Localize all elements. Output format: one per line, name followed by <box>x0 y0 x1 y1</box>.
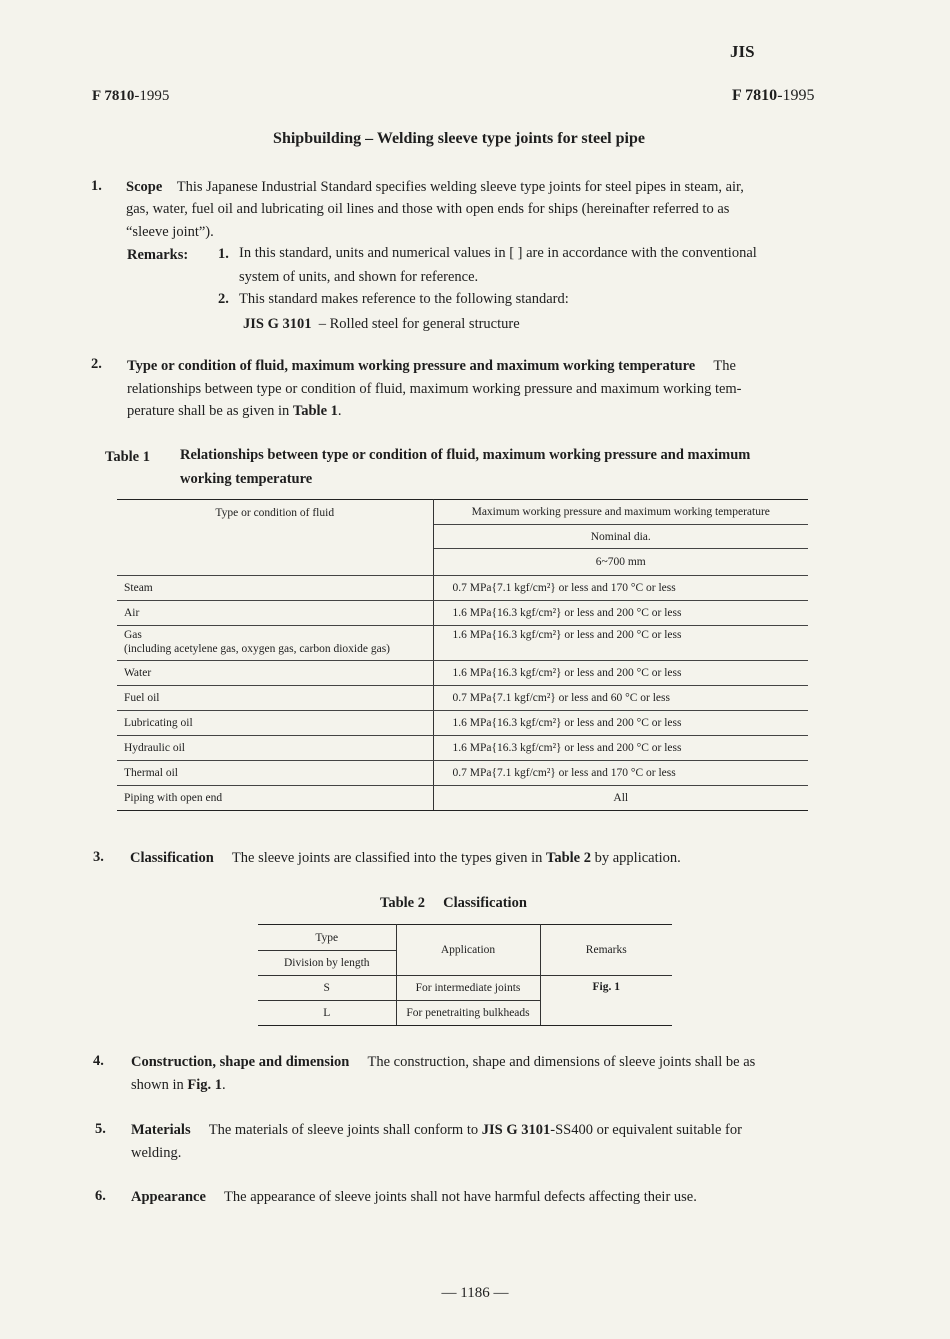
remarks-cell: Fig. 1 <box>540 976 672 1026</box>
table-1-caption-line-2: working temperature <box>180 471 313 487</box>
table-row <box>117 711 808 736</box>
section-number: 6. <box>95 1188 106 1204</box>
table-1 <box>117 499 808 811</box>
application-cell: For intermediate joints <box>396 976 540 1001</box>
table-2 <box>258 924 672 1026</box>
scope-line-3: “sleeve joint”). <box>126 224 214 240</box>
type-cell: S <box>258 976 396 1001</box>
scope-line-1: Scope This Japanese Industrial Standard specifies welding sleeve type joints for steel pipes in steam, air, <box>126 179 744 195</box>
table-row <box>117 576 808 601</box>
construction-line-1: Construction, shape and dimension The construction, shape and dimensions of sleeve joints shall be as <box>131 1054 756 1070</box>
value-cell: 0.7 MPa{7.1 kgf/cm²} or less and 60 °C or less <box>433 686 808 711</box>
fluid-cell: Piping with open end <box>117 786 433 811</box>
remark-1-line-1: In this standard, units and numerical values in [ ] are in accordance with the conventional <box>239 245 757 261</box>
fluid-cell <box>117 626 433 661</box>
value-cell: 1.6 MPa{16.3 kgf/cm²} or less and 200 °C or less <box>433 626 808 661</box>
section-number: 3. <box>93 849 104 865</box>
remark-1-number: 1. <box>218 246 229 262</box>
fluid-name: Gas <box>124 629 142 641</box>
section-number: 2. <box>91 356 102 372</box>
table-2-header-type: Type <box>258 925 396 951</box>
type-cell: L <box>258 1001 396 1026</box>
fluid-section-line-1: Type or condition of fluid, maximum working pressure and maximum working temperature The <box>127 358 736 374</box>
fluid-cell: Lubricating oil <box>117 711 433 736</box>
fluid-cell: Fuel oil <box>117 686 433 711</box>
remark-2-text: This standard makes reference to the following standard: <box>239 291 569 307</box>
application-cell: For penetraiting bulkheads <box>396 1001 540 1026</box>
fluid-cell: Hydraulic oil <box>117 736 433 761</box>
document-title: Shipbuilding – Welding sleeve type joints for steel pipe <box>273 130 645 147</box>
table-1-caption-line-1: Relationships between type or condition of fluid, maximum working pressure and maximum <box>180 447 751 463</box>
table-2-header-application: Application <box>396 925 540 976</box>
table-1-header-pressure: Maximum working pressure and maximum working temperature <box>433 500 808 525</box>
value-cell: 1.6 MPa{16.3 kgf/cm²} or less and 200 °C or less <box>433 736 808 761</box>
fluid-cell: Thermal oil <box>117 761 433 786</box>
page-number: — 1186 — <box>441 1285 509 1301</box>
table-row <box>117 761 808 786</box>
scope-line-2: gas, water, fuel oil and lubricating oil lines and those with open ends for ships (hereinafter referred to as <box>126 201 730 217</box>
value-cell: 1.6 MPa{16.3 kgf/cm²} or less and 200 °C or less <box>433 601 808 626</box>
section-number: 5. <box>95 1121 106 1137</box>
value-cell: 1.6 MPa{16.3 kgf/cm²} or less and 200 °C or less <box>433 661 808 686</box>
table-row <box>117 601 808 626</box>
fluid-cell: Steam <box>117 576 433 601</box>
fluid-cell: Air <box>117 601 433 626</box>
table-row <box>117 626 808 661</box>
table-row <box>117 661 808 686</box>
referenced-standard: JIS G 3101 – Rolled steel for general structure <box>243 316 520 332</box>
table-1-subheader-range: 6~700 mm <box>433 549 808 576</box>
appearance-text: Appearance The appearance of sleeve joints shall not have harmful defects affecting their use. <box>131 1189 697 1205</box>
table-1-subheader-nominal: Nominal dia. <box>433 525 808 549</box>
materials-line-1: Materials The materials of sleeve joints shall conform to JIS G 3101-SS400 or equivalent suitable for <box>131 1122 742 1138</box>
value-cell: All <box>433 786 808 811</box>
fluid-section-line-3: perature shall be as given in Table 1. <box>127 403 342 419</box>
value-cell: 1.6 MPa{16.3 kgf/cm²} or less and 200 °C or less <box>433 711 808 736</box>
construction-line-2: shown in Fig. 1. <box>131 1077 226 1093</box>
table-2-header-division: Division by length <box>258 951 396 976</box>
materials-line-2: welding. <box>131 1145 182 1161</box>
standard-code-left: F 7810-1995 <box>92 88 170 104</box>
table-row <box>117 736 808 761</box>
standard-code-right: F 7810-1995 <box>732 87 815 104</box>
section-number: 1. <box>91 178 102 194</box>
remark-2-number: 2. <box>218 291 229 307</box>
table-2-header-remarks: Remarks <box>540 925 672 976</box>
table-1-header-fluid: Type or condition of fluid <box>117 500 433 576</box>
section-number: 4. <box>93 1053 104 1069</box>
fluid-cell: Water <box>117 661 433 686</box>
table-row <box>117 686 808 711</box>
table-2-caption: Table 2 Classification <box>380 895 527 911</box>
table-row <box>117 786 808 811</box>
classification-text: Classification The sleeve joints are classified into the types given in Table 2 by application. <box>130 850 681 866</box>
value-cell: 0.7 MPa{7.1 kgf/cm²} or less and 170 °C or less <box>433 761 808 786</box>
fluid-note: (including acetylene gas, oxygen gas, carbon dioxide gas) <box>124 643 391 655</box>
value-cell: 0.7 MPa{7.1 kgf/cm²} or less and 170 °C or less <box>433 576 808 601</box>
remark-1-line-2: system of units, and shown for reference. <box>239 269 479 285</box>
remarks-label: Remarks: <box>127 247 189 263</box>
table-1-label: Table 1 <box>105 449 150 465</box>
jis-mark: JIS <box>730 42 755 61</box>
fluid-section-line-2: relationships between type or condition of fluid, maximum working pressure and maximum working tem- <box>127 381 742 397</box>
table-row <box>258 976 672 1001</box>
